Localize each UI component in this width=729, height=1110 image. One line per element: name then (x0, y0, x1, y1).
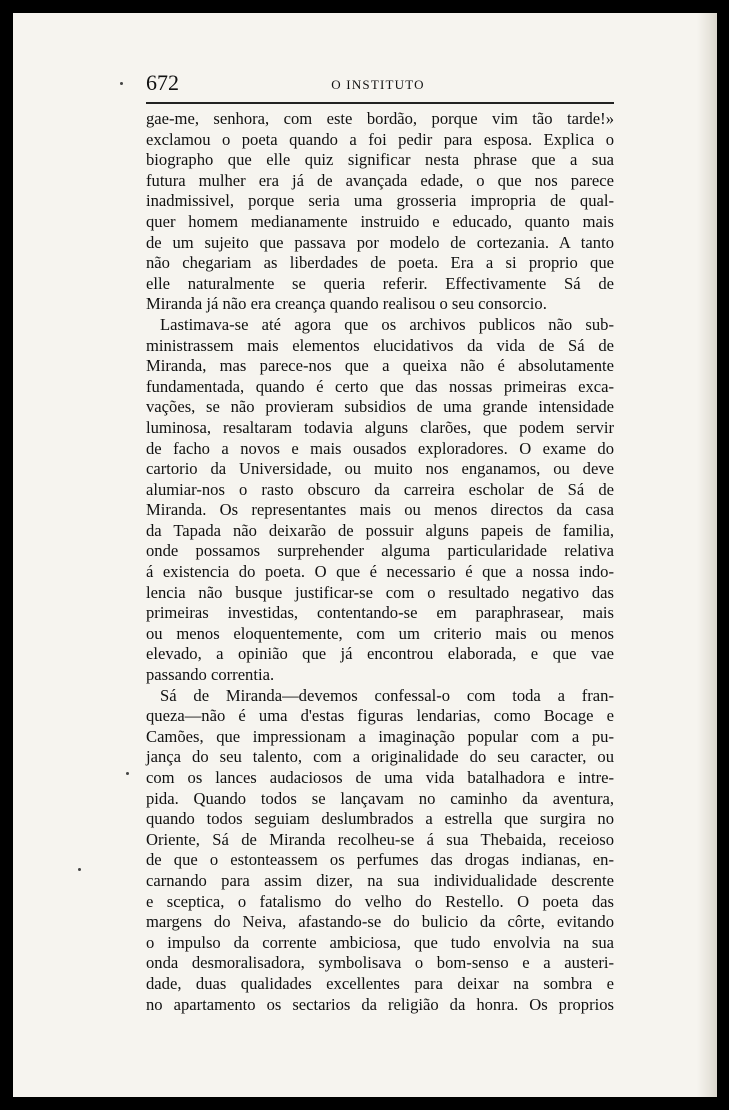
paper-speck (120, 82, 123, 85)
text-line: vações, se não provieram subsidios de uma grande intensidade (146, 397, 614, 417)
text-line: ou menos eloquentemente, com um criterio mais ou menos (146, 623, 614, 643)
text-line: Lastimava-se até agora que os archivos publicos não sub- (160, 314, 614, 334)
text-line: no apartamento os sectarios da religião da honra. Os proprios (146, 994, 614, 1014)
page-edge-shadow (697, 13, 717, 1097)
text-line: Miranda, mas parece-nos que a queixa não é absolutamente (146, 356, 614, 376)
text-line: elle naturalmente se queria referir. Effectivamente Sá de (146, 273, 614, 293)
text-line: gae-me, senhora, com este bordão, porque vim tão tarde!» (146, 109, 614, 128)
running-title: O INSTITUTO (331, 77, 425, 92)
text-line: Camões, que impressionam a imaginação popular com a pu- (146, 726, 614, 746)
text-line: fundamentada, quando é certo que das nossas primeiras exca- (146, 376, 614, 396)
text-line: margens do Neiva, afastando-se do bulicio da côrte, evitando (146, 912, 614, 932)
text-line: de facho a novos e mais ousados exploradores. O exame do (146, 438, 614, 458)
text-line: onde possamos surprehender alguma particularidade relativa (146, 541, 614, 561)
page-header (146, 70, 610, 98)
text-line: primeiras investidas, contentando-se em paraphrasear, mais (146, 603, 614, 623)
text-line: quando todos seguiam deslumbrados a estrella que surgira no (146, 809, 614, 829)
text-line: Miranda já não era creança quando realisou o seu consorcio. (146, 294, 547, 314)
text-line: alumiar-nos o rasto obscuro da carreira escholar de Sá de (146, 479, 614, 499)
text-line: carnando para assim dizer, na sua individualidade descrente (146, 870, 614, 890)
text-line: lencia não busque justificar-se com o resultado negativo das (146, 582, 614, 602)
text-line: passando correntia. (146, 665, 275, 685)
text-line: inadmissivel, porque seria uma grosseria impropria de qual- (146, 191, 614, 211)
text-line: pida. Quando todos se lançavam no caminho da aventura, (146, 788, 614, 808)
body-text (146, 109, 614, 1015)
text-line: cartorio da Universidade, ou muito nos enganamos, ou deve (146, 459, 614, 479)
text-line: Miranda. Os representantes mais ou menos directos da casa (146, 500, 614, 520)
text-line: de um sujeito que passava por modelo de cortezania. A tanto (146, 232, 614, 252)
text-line: quer homem medianamente instruido e educado, quanto mais (146, 211, 614, 231)
text-line: com os lances audaciosos de uma vida batalhadora e intre- (146, 768, 614, 787)
text-line: jança do seu talento, com a originalidade do seu caracter, ou (146, 747, 614, 767)
text-line: o impulso da corrente ambiciosa, que tudo envolvia na sua (146, 932, 614, 952)
text-line: de que o estonteassem os perfumes das drogas indianas, en- (146, 850, 614, 870)
text-line: luminosa, resaltaram todavia alguns clarões, que podem servir (146, 417, 614, 437)
text-line: Sá de Miranda—devemos confessal-o com toda a fran- (160, 685, 614, 705)
text-line: biographo que elle quiz significar nesta phrase que a sua (146, 150, 614, 170)
paper-speck (126, 772, 129, 775)
page-number: 672 (146, 70, 179, 95)
header-rule (146, 102, 614, 104)
text-line: elevado, a opinião que já encontrou elaborada, e que vae (146, 644, 614, 664)
text-line: dade, duas qualidades excellentes para deixar na sombra e (146, 973, 614, 993)
text-line: futura mulher era já de avançada edade, o que nos parece (146, 170, 614, 190)
text-line: á existencia do poeta. O que é necessario é que a nossa indo- (146, 562, 614, 582)
text-line: não chegariam as liberdades de poeta. Era a si proprio que (146, 253, 614, 273)
text-line: e sceptica, o fatalismo do velho do Restello. O poeta das (146, 891, 614, 911)
paper-speck (78, 868, 81, 871)
text-line: Oriente, Sá de Miranda recolheu-se á sua Thebaida, receioso (146, 829, 614, 849)
text-line: ministrassem mais elementos elucidativos da vida de Sá de (146, 335, 614, 355)
text-line: da Tapada não deixarão de possuir alguns papeis de familia, (146, 520, 614, 540)
text-line: exclamou o poeta quando a foi pedir para esposa. Explica o (146, 129, 614, 149)
text-line: onda desmoralisadora, symbolisava o bom-senso e a austeri- (146, 953, 614, 973)
text-line: queza—não é uma d'estas figuras lendarias, como Bocage e (146, 706, 614, 726)
